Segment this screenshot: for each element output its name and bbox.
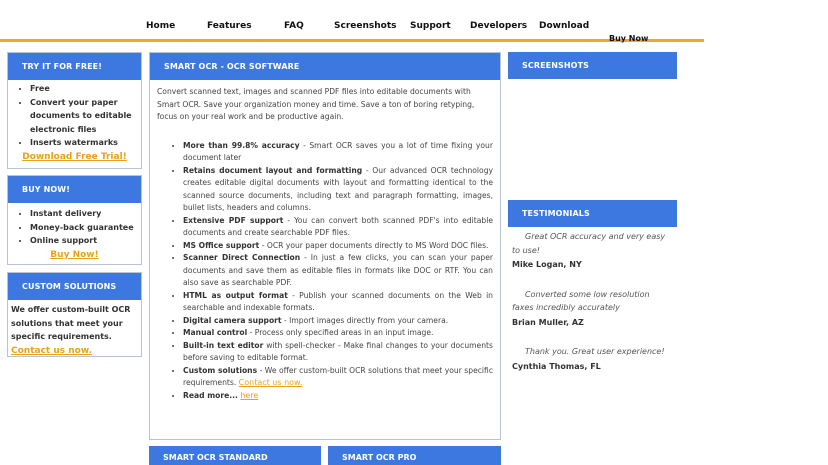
here-link[interactable]: here	[240, 390, 259, 400]
list-item: • Digital camera support - Import images directly from your camera.	[183, 315, 493, 328]
top-nav	[0, 0, 704, 42]
nav-screenshots[interactable]: Screenshots	[334, 21, 397, 31]
main-title: SMART OCR - OCR SOFTWARE	[150, 53, 500, 80]
nav-buy-now[interactable]: Buy Now	[609, 34, 649, 43]
testimonial-author: Mike Logan, NY	[512, 260, 582, 269]
testimonials-title: TESTIMONIALS	[508, 200, 677, 227]
smart-ocr-pro-header: SMART OCR PRO	[328, 446, 501, 465]
contact-link[interactable]: Contact us now.	[11, 345, 92, 356]
list-item: • Scanner Direct Connection - In just a few clicks, you can scan your paper documents and save them as editable files in formats like DOC or RTF. You can also save as searchable PDF.	[183, 252, 493, 290]
feature-list	[157, 140, 493, 403]
buy-now-link[interactable]: Buy Now!	[50, 249, 99, 260]
testimonial-quote: Converted some low resolution faxes incredibly accurately	[512, 289, 650, 312]
screenshots-box	[508, 52, 677, 197]
list-item: • Custom solutions - We offer custom-built OCR solutions that meet your specific requirements. Contact us now.	[183, 365, 493, 390]
list-item: • Retains document layout and formatting - Our advanced OCR technology creates editable digital documents with layout and formatting identical to the scanned source documents, including text and paragraph formatting, images, bullet lists, headers and columns.	[183, 165, 493, 215]
list-item: • Manual control - Process only specified areas in an input image.	[183, 327, 493, 340]
custom-text: We offer custom-built OCR solutions that meet your specific requirements.	[11, 305, 131, 341]
try-free-list	[12, 82, 137, 150]
buy-now-box	[7, 175, 142, 265]
nav-download[interactable]: Download	[539, 21, 590, 31]
nav-support[interactable]: Support	[410, 21, 451, 31]
list-item: • Extensive PDF support - You can convert both scanned PDF's into editable documents and create searchable PDF files.	[183, 215, 493, 240]
list-item: • Inserts watermarks	[30, 136, 137, 150]
buy-list	[12, 207, 137, 248]
list-item: • Built-in text editor with spell-checker - Make final changes to your documents before saving to editable format.	[183, 340, 493, 365]
smart-ocr-standard-header: SMART OCR STANDARD	[149, 446, 321, 465]
testimonial-author: Cynthia Thomas, FL	[512, 361, 601, 371]
custom-solutions-box	[7, 272, 142, 357]
nav-faq[interactable]: FAQ	[284, 21, 304, 31]
download-trial-link[interactable]: Download Free Trial!	[22, 151, 127, 162]
testimonial-quote: Thank you. Great user experience!	[525, 347, 665, 356]
list-item: • MS Office support - OCR your paper documents directly to MS Word DOC files.	[183, 240, 493, 253]
testimonials-box	[508, 200, 677, 420]
try-free-box	[7, 52, 142, 169]
read-more-item: • Read more... here	[183, 390, 493, 403]
nav-home[interactable]: Home	[146, 21, 176, 31]
list-item: • Online support	[30, 234, 137, 248]
screenshots-title: SCREENSHOTS	[508, 52, 677, 79]
testimonial-author: Brian Muller, AZ	[512, 317, 584, 327]
custom-title: CUSTOM SOLUTIONS	[8, 273, 141, 300]
try-free-title: TRY IT FOR FREE!	[8, 53, 141, 80]
list-item: • Money-back guarantee	[30, 221, 137, 235]
list-item: • Instant delivery	[30, 207, 137, 221]
nav-features[interactable]: Features	[207, 21, 252, 31]
list-item: • HTML as output format - Publish your scanned documents on the Web in searchable and indexable formats.	[183, 290, 493, 315]
list-item: • More than 99.8% accuracy - Smart OCR saves you a lot of time fixing your document later	[183, 140, 493, 165]
list-item: • Free	[30, 82, 137, 96]
testimonial-quote: Great OCR accuracy and very easy to use!	[512, 232, 666, 255]
list-item: • Convert your paper documents to editable electronic files	[30, 96, 137, 137]
nav-developers[interactable]: Developers	[470, 21, 528, 31]
buy-now-title: BUY NOW!	[8, 176, 141, 203]
main-content-box	[149, 52, 501, 440]
intro-text: Convert scanned text, images and scanned PDF files into editable documents with Smart OCR. Save your organization money and time. Save a ton of boring retyping, focus on your real work and be productive again.	[157, 87, 475, 121]
contact-us-link[interactable]: Contact us now.	[238, 378, 303, 387]
